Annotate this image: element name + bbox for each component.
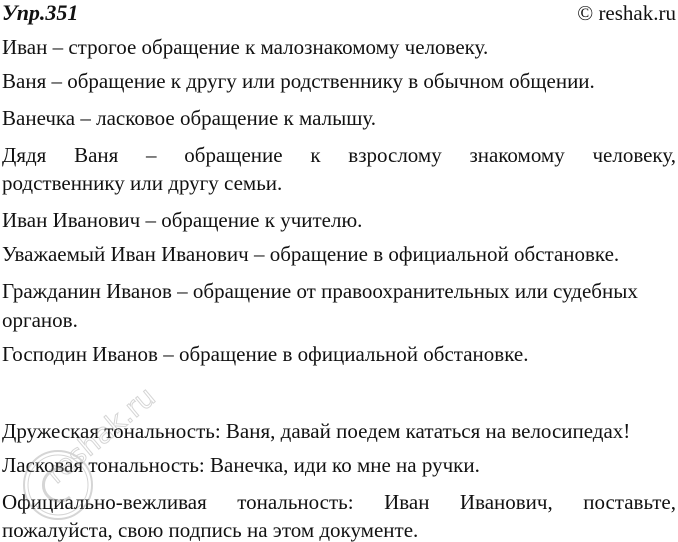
svg-text:reshak.ru: reshak.ru: [39, 385, 162, 491]
tonality-official-cont: пожалуйста, свою подпись на этом документе.: [2, 518, 419, 542]
address-line-5: Иван Иванович – обращение к учителю.: [2, 208, 363, 232]
address-line-4-cont: родственнику или другу семьи.: [2, 171, 283, 195]
address-line-4: Дядя Ваня – обращение к взрослому знакомому человеку,: [2, 143, 676, 167]
exercise-title: Упр.351: [2, 0, 79, 25]
address-line-3: Ванечка – ласковое обращение к малышу.: [2, 106, 377, 130]
copyright-notice: © reshak.ru: [577, 1, 676, 25]
tonality-official: Официально-вежливая тональность: Иван Иванович, поставьте,: [2, 490, 676, 514]
tonality-friendly: Дружеская тональность: Ваня, давай поедем кататься на велосипедах!: [2, 419, 631, 443]
address-line-7-cont: органов.: [2, 308, 78, 332]
address-line-6: Уважаемый Иван Иванович – обращение в официальной обстановке.: [2, 242, 620, 266]
address-line-2: Ваня – обращение к другу или родственнику в обычном общении.: [2, 69, 595, 93]
address-line-1: Иван – строгое обращение к малознакомому человеку.: [2, 35, 489, 59]
tonality-affectionate: Ласковая тональность: Ванечка, иди ко мне на ручки.: [2, 453, 480, 477]
address-line-7: Гражданин Иванов – обращение от правоохранительных или судебных: [2, 279, 638, 303]
address-line-8: Господин Иванов – обращение в официальной обстановке.: [2, 342, 529, 366]
